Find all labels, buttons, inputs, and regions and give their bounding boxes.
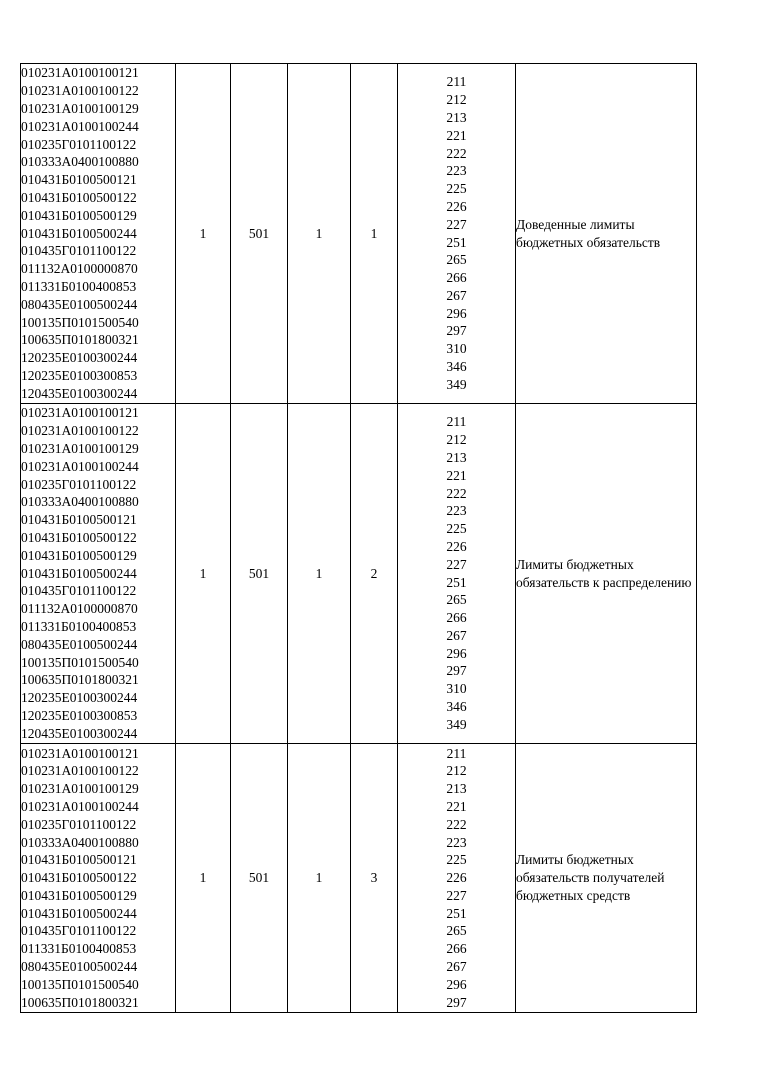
kosgu-code: 225 bbox=[446, 181, 467, 197]
budget-code: 010435Г0101100122 bbox=[21, 243, 137, 259]
cell-col-c: 1 bbox=[288, 404, 351, 744]
budget-code: 010431Б0100500122 bbox=[21, 190, 137, 205]
kosgu-code: 213 bbox=[446, 781, 467, 797]
budget-code: 100635П0101800321 bbox=[21, 994, 139, 1010]
cell-col-a: 1 bbox=[176, 744, 231, 1013]
budget-code: 010231А0100100122 bbox=[21, 763, 139, 779]
budget-code: 010431Б0100500122 bbox=[21, 870, 137, 886]
limits-table-body bbox=[21, 64, 697, 1013]
budget-code: 010231А0100100244 bbox=[21, 118, 139, 134]
kosgu-code: 296 bbox=[446, 305, 467, 321]
budget-code: 080435Е0100500244 bbox=[21, 959, 138, 975]
kosgu-code: 227 bbox=[446, 887, 467, 903]
kosgu-code: 251 bbox=[446, 234, 467, 250]
budget-code: 011132А0100000870 bbox=[21, 601, 138, 617]
kosgu-code: 266 bbox=[446, 941, 467, 957]
budget-code: 010431Б0100500121 bbox=[21, 852, 137, 868]
kosgu-code: 226 bbox=[446, 870, 467, 886]
kosgu-code: 222 bbox=[446, 145, 467, 161]
budget-code: 011331Б0100400853 bbox=[21, 278, 137, 294]
kosgu-code: 223 bbox=[446, 163, 467, 179]
account-name-cell: Лимиты бюджетных обязательств к распределению bbox=[516, 404, 697, 744]
kosgu-code: 227 bbox=[446, 216, 467, 232]
budget-code: 010431Б0100500244 bbox=[21, 565, 137, 581]
kosgu-code: 297 bbox=[446, 323, 467, 339]
kosgu-code: 267 bbox=[446, 627, 467, 643]
budget-code: 010231А0100100129 bbox=[21, 781, 139, 797]
budget-code: 010333А0400100880 bbox=[21, 834, 139, 850]
budget-code: 010431Б0100500122 bbox=[21, 530, 137, 545]
cell-col-d: 2 bbox=[351, 404, 398, 744]
budget-code: 011331Б0100400853 bbox=[21, 618, 137, 634]
budget-code: 011331Б0100400853 bbox=[21, 941, 137, 957]
kosgu-code: 221 bbox=[446, 798, 467, 814]
table-row bbox=[21, 744, 697, 1013]
budget-code: 010231А0100100121 bbox=[21, 65, 139, 81]
kosgu-code: 223 bbox=[446, 834, 467, 850]
budget-code: 010231А0100100122 bbox=[21, 423, 139, 439]
kosgu-codes-cell bbox=[398, 404, 516, 744]
kosgu-code: 266 bbox=[446, 610, 467, 626]
budget-code: 010431Б0100500129 bbox=[21, 887, 137, 903]
cell-col-c: 1 bbox=[288, 64, 351, 404]
cell-col-d: 1 bbox=[351, 64, 398, 404]
budget-code: 100135П0101500540 bbox=[21, 654, 139, 670]
budget-code: 010333А0400100880 bbox=[21, 154, 139, 170]
budget-codes-cell bbox=[21, 64, 176, 404]
budget-code: 010431Б0100500244 bbox=[21, 225, 137, 241]
kosgu-code: 349 bbox=[446, 376, 467, 392]
budget-code: 010231А0100100121 bbox=[21, 745, 139, 761]
budget-code: 120235Е0100300853 bbox=[21, 707, 138, 723]
kosgu-code: 297 bbox=[446, 994, 467, 1010]
kosgu-code: 310 bbox=[446, 681, 467, 697]
kosgu-codes-cell bbox=[398, 64, 516, 404]
kosgu-code: 346 bbox=[446, 699, 467, 715]
cell-col-b: 501 bbox=[231, 64, 288, 404]
budget-code: 010333А0400100880 bbox=[21, 494, 139, 510]
budget-codes-cell bbox=[21, 404, 176, 744]
budget-code: 100635П0101800321 bbox=[21, 672, 139, 688]
kosgu-code: 265 bbox=[446, 923, 467, 939]
kosgu-codes-cell bbox=[398, 744, 516, 1013]
kosgu-code: 212 bbox=[446, 432, 467, 448]
cell-col-a: 1 bbox=[176, 64, 231, 404]
kosgu-code: 349 bbox=[446, 716, 467, 732]
budget-code: 120235Е0100300853 bbox=[21, 367, 138, 383]
kosgu-code: 267 bbox=[446, 959, 467, 975]
kosgu-code: 225 bbox=[446, 521, 467, 537]
kosgu-code: 266 bbox=[446, 270, 467, 286]
limits-table bbox=[20, 63, 697, 1013]
kosgu-code: 346 bbox=[446, 359, 467, 375]
budget-code: 100635П0101800321 bbox=[21, 332, 139, 348]
kosgu-code: 297 bbox=[446, 663, 467, 679]
budget-code: 010235Г0101100122 bbox=[21, 476, 137, 492]
kosgu-code: 221 bbox=[446, 127, 467, 143]
kosgu-code: 296 bbox=[446, 976, 467, 992]
kosgu-code: 212 bbox=[446, 763, 467, 779]
budget-code: 120435Е0100300244 bbox=[21, 725, 138, 741]
kosgu-code: 267 bbox=[446, 287, 467, 303]
budget-code: 080435Е0100500244 bbox=[21, 296, 138, 312]
kosgu-code: 221 bbox=[446, 467, 467, 483]
kosgu-code: 226 bbox=[446, 198, 467, 214]
budget-codes-cell bbox=[21, 744, 176, 1013]
budget-code: 100135П0101500540 bbox=[21, 976, 139, 992]
kosgu-code: 310 bbox=[446, 341, 467, 357]
kosgu-code: 251 bbox=[446, 574, 467, 590]
budget-code: 120235Е0100300244 bbox=[21, 690, 138, 706]
kosgu-code: 211 bbox=[446, 414, 467, 430]
table-row bbox=[21, 64, 697, 404]
budget-code: 010231А0100100244 bbox=[21, 458, 139, 474]
budget-code: 010431Б0100500129 bbox=[21, 547, 137, 563]
budget-code: 010231А0100100129 bbox=[21, 101, 139, 117]
budget-code: 010235Г0101100122 bbox=[21, 816, 137, 832]
budget-code: 100135П0101500540 bbox=[21, 314, 139, 330]
kosgu-code: 213 bbox=[446, 449, 467, 465]
budget-code: 120435Е0100300244 bbox=[21, 385, 138, 401]
kosgu-code: 296 bbox=[446, 645, 467, 661]
budget-code: 010231А0100100244 bbox=[21, 798, 139, 814]
cell-col-b: 501 bbox=[231, 744, 288, 1013]
kosgu-code: 225 bbox=[446, 852, 467, 868]
cell-col-d: 3 bbox=[351, 744, 398, 1013]
cell-col-c: 1 bbox=[288, 744, 351, 1013]
kosgu-code: 265 bbox=[446, 592, 467, 608]
budget-code: 010231А0100100122 bbox=[21, 83, 139, 99]
account-name-cell: Лимиты бюджетных обязательств получателей бюджетных средств bbox=[516, 744, 697, 1013]
kosgu-code: 213 bbox=[446, 109, 467, 125]
kosgu-code: 222 bbox=[446, 485, 467, 501]
budget-code: 010235Г0101100122 bbox=[21, 136, 137, 152]
budget-code: 010435Г0101100122 bbox=[21, 923, 137, 939]
kosgu-code: 212 bbox=[446, 92, 467, 108]
budget-code: 010231А0100100129 bbox=[21, 441, 139, 457]
budget-code: 010431Б0100500129 bbox=[21, 207, 137, 223]
kosgu-code: 251 bbox=[446, 905, 467, 921]
budget-code: 011132А0100000870 bbox=[21, 261, 138, 277]
account-name-cell: Доведенные лимиты бюджетных обязательств bbox=[516, 64, 697, 404]
kosgu-code: 265 bbox=[446, 252, 467, 268]
budget-code: 010231А0100100121 bbox=[21, 405, 139, 421]
budget-code: 010431Б0100500121 bbox=[21, 172, 137, 188]
budget-code: 010431Б0100500121 bbox=[21, 512, 137, 528]
budget-code: 010431Б0100500244 bbox=[21, 905, 137, 921]
budget-code: 080435Е0100500244 bbox=[21, 636, 138, 652]
kosgu-code: 227 bbox=[446, 556, 467, 572]
kosgu-code: 211 bbox=[446, 745, 467, 761]
kosgu-code: 223 bbox=[446, 503, 467, 519]
cell-col-b: 501 bbox=[231, 404, 288, 744]
table-row bbox=[21, 404, 697, 744]
kosgu-code: 222 bbox=[446, 816, 467, 832]
kosgu-code: 226 bbox=[446, 538, 467, 554]
kosgu-code: 211 bbox=[446, 74, 467, 90]
cell-col-a: 1 bbox=[176, 404, 231, 744]
budget-code: 010435Г0101100122 bbox=[21, 583, 137, 599]
budget-code: 120235Е0100300244 bbox=[21, 350, 138, 366]
